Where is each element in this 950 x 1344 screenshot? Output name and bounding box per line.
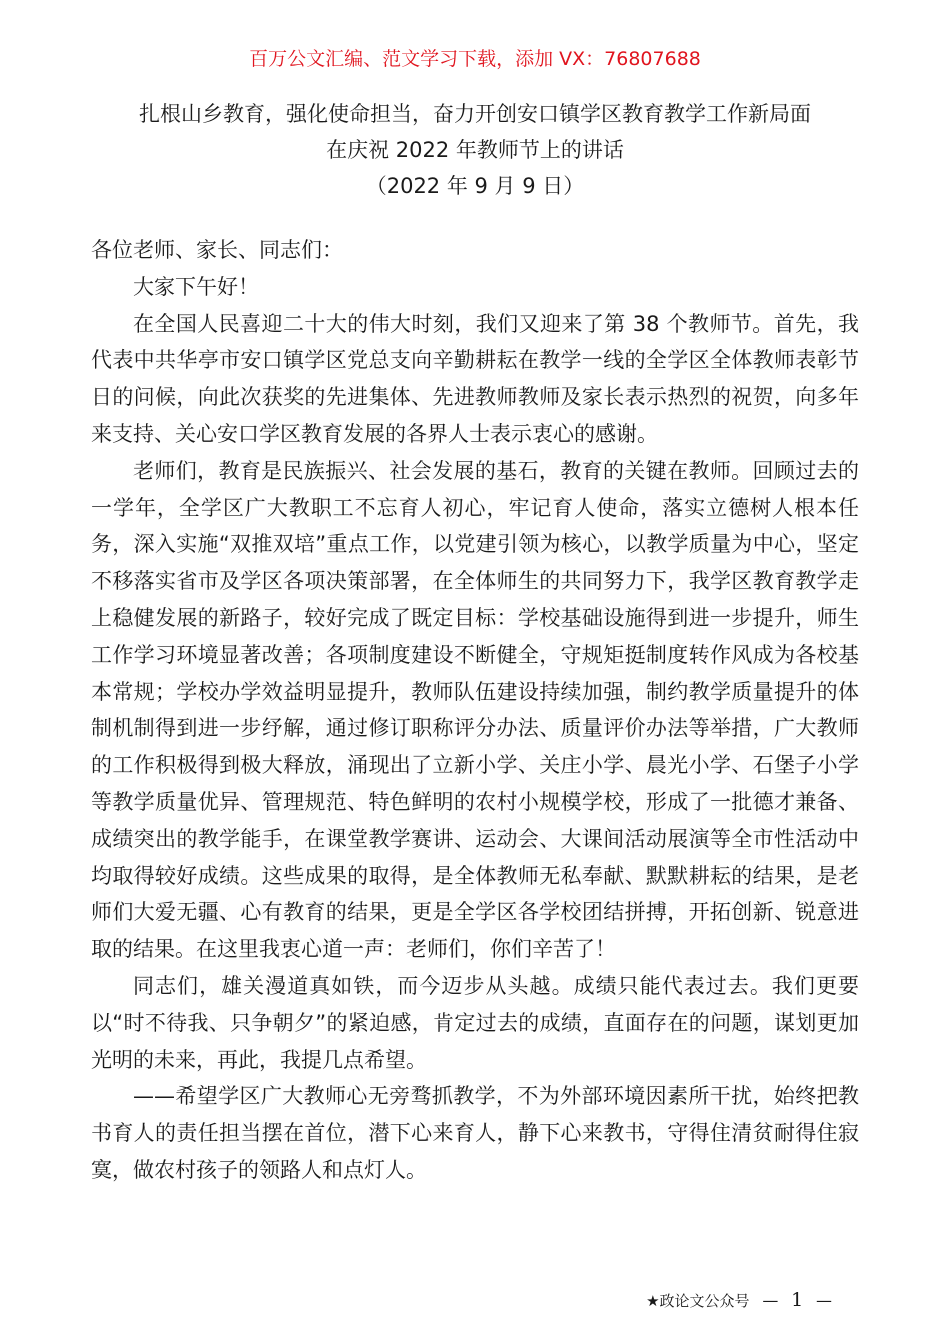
- footer-dash-left: —: [762, 1291, 779, 1310]
- document-body: [91, 232, 859, 1189]
- header-watermark-note: 百万公文汇编、范文学习下载，添加 VX：76807688: [249, 48, 701, 70]
- paragraph-greeting: 大家下午好！: [133, 274, 259, 299]
- salutation: 各位老师、家长、同志们：: [91, 238, 343, 262]
- document-title: 扎根山乡教育，强化使命担当，奋力开创安口镇学区教育教学工作新局面: [139, 102, 811, 126]
- document-date: （2022 年 9 月 9 日）: [365, 174, 585, 198]
- paragraph-review: 老师们，教育是民族振兴、社会发展的基石，教育的关键在教师。回顾过去的一学年，全学区广大教职工不忘育人初心，牢记育人使命，落实立德树人根本任务，深入实施“双推双培”重点工作，以党建引领为核心，以教学质量为中心，坚定不移落实省市及学区各项决策部署，在全体师生的共同努力下，我学区教育教学走上稳健发展的新路子，较好完成了既定目标：学校基础设施得到进一步提升，师生工作学习环境显著改善；各项制度建设不断健全，守规矩挺制度转作风成为各校基本常规；学校办学效益明显提升，教师队伍建设持续加强，制约教学质量提升的体制机制得到进一步纾解，通过修订职称评分办法、质量评价办法等举措，广大教师的工作积极得到极大释放，涌现出了立新小学、关庄小学、晨光小学、石堡子小学等教学质量优异、管理规范、特色鲜明的农村小规模学校，形成了一批德才兼备、成绩突出的教学能手，在课堂教学赛讲、运动会、大课间活动展演等全市性活动中均取得较好成绩。这些成果的取得，是全体教师无私奉献、默默耕耘的结果，是老师们大爱无疆、心有教育的结果，更是全学区各学校团结拼搏，开拓创新、锐意进取的结果。在这里我衷心道一声：老师们，你们辛苦了！: [91, 458, 859, 962]
- page-number: 1: [791, 1289, 804, 1311]
- footer-dash-right: —: [816, 1291, 832, 1310]
- footer-source: ★政论文公众号: [646, 1292, 750, 1310]
- document-subtitle: 在庆祝 2022 年教师节上的讲话: [326, 138, 624, 162]
- page-footer: [646, 1288, 832, 1313]
- paragraph-transition: 同志们，雄关漫道真如铁，而今迈步从头越。成绩只能代表过去。我们更要以“时不待我、只争朝夕”的紧迫感，肯定过去的成绩，直面存在的问题，谋划更加光明的未来，再此，我提几点希望。: [91, 973, 859, 1072]
- paragraph-opening: 在全国人民喜迎二十大的伟大时刻，我们又迎来了第 38 个教师节。首先，我代表中共华亭市安口镇学区党总支向辛勤耕耘在教学一线的全学区全体教师表彰节日的问候，向此次获奖的先进集体、先进教师教师及家长表示热烈的祝贺，向多年来支持、关心安口学区教育发展的各界人士表示衷心的感谢。: [91, 311, 859, 446]
- document-title-block: [60, 96, 890, 204]
- paragraph-hope-1: ——希望学区广大教师心无旁骛抓教学，不为外部环境因素所干扰，始终把教书育人的责任担当摆在首位，潜下心来育人，静下心来教书，守得住清贫耐得住寂寞，做农村孩子的领路人和点灯人。: [91, 1084, 859, 1182]
